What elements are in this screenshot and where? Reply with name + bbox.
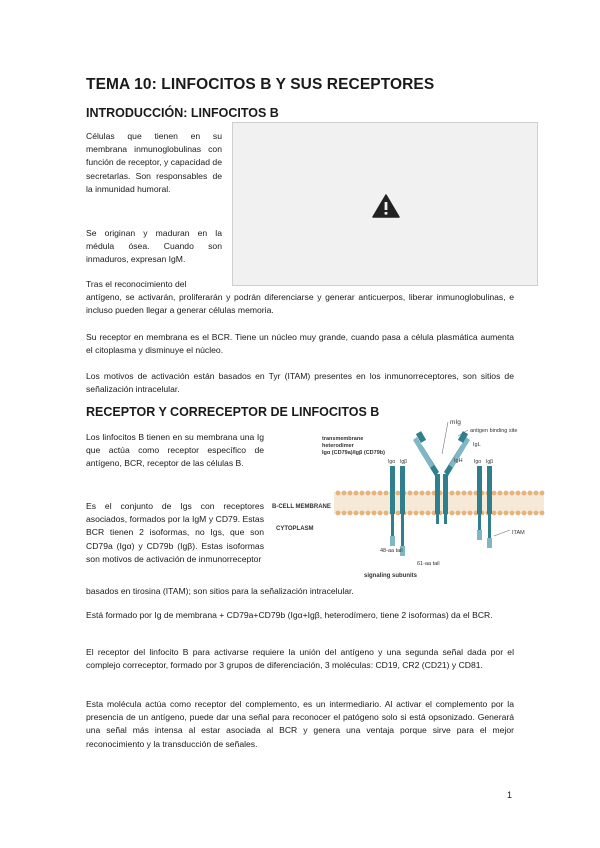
bcr-diagram <box>272 418 546 584</box>
section-heading-intro: INTRODUCCIÓN: LINFOCITOS B <box>86 106 279 120</box>
intro-paragraph-2: Se originan y maduran en la médula ósea. Cuando son inmaduros, expresan IgM. <box>86 228 222 265</box>
igh-label: IgH <box>454 458 463 464</box>
membrane-label: B-CELL MEMBRANE <box>272 504 331 510</box>
antigen-site-label: antigen binding site <box>470 428 518 434</box>
receptor-paragraph-5: Esta molécula actúa como receptor del complemento, es un intermediario. Al activar el complemento por la presencia de un antígeno, puede dar una señal para reconocer el patógeno solo si está opsonizado. Generará una señal más intensa al estar asociada al BCR y genera una ventaja porque sirve para el mejor reconocimiento y la transducción de señales. <box>86 699 514 749</box>
tail-61-label: 61-aa tail <box>417 561 440 567</box>
iga-right-label: Igα <box>474 459 482 465</box>
intro-paragraph-5: Los motivos de activación están basados en Tyr (ITAM) presentes en los inmunorreceptores, son sitios de señalización intracelular. <box>86 371 514 395</box>
iga-left-label: Igα <box>388 459 396 465</box>
intro-paragraph-4: Su receptor en membrana es el BCR. Tiene un núcleo muy grande, cuando pasa a célula plasmática aumenta el citoplasma y disminuye el núcleo. <box>86 332 514 356</box>
receptor-paragraph-2: Es el conjunto de Igs con receptores asociados, formados por la IgM y CD79. Estas BCR tienen 2 isoformas, no Igs, que son CD79a (Igα) y CD79b (Igβ). Estas isoformas son motivos de activación de inmunorreceptor <box>86 501 264 564</box>
page-number: 1 <box>507 790 513 800</box>
igb-right-label: Igβ <box>486 459 494 465</box>
receptor-paragraph-1: Los linfocitos B tienen en su membrana una Ig que actúa como receptor específico de antígeno, BCR, receptor de las células B. <box>86 432 264 469</box>
cytoplasm-label: CYTOPLASM <box>276 526 314 532</box>
tail-48-label: 48-aa tail <box>380 548 403 554</box>
receptor-paragraph-3: Está formado por Ig de membrana + CD79a+CD79b (Igα+Igβ, heterodímero, tiene 2 isoformas) da el BCR. <box>86 610 493 620</box>
warning-icon <box>372 194 400 218</box>
itam-label: ITAM <box>512 530 525 536</box>
page-title: TEMA 10: LINFOCITOS B Y SUS RECEPTORES <box>86 76 435 93</box>
intro-paragraph-1: Células que tienen en su membrana inmunoglobulinas con función de receptor, y capacidad de secretarlas. Son responsables de la inmunidad humoral. <box>86 131 222 194</box>
receptor-paragraph-4: El receptor del linfocito B para activarse requiere la unión del antígeno y una segunda señal dada por el complejo correceptor, formado por 3 grupos de diferenciación, 3 moléculas: CD19, CR2 (CD21) y CD81. <box>86 647 514 671</box>
intro-paragraph-3-first-line: Tras el reconocimiento del <box>86 279 187 289</box>
heterodimer-label-2: heterodimer <box>322 443 354 449</box>
igl-label: IgL <box>473 442 481 448</box>
heterodimer-label-1: transmembrane <box>322 436 364 442</box>
igb-left-label: Igβ <box>400 459 408 465</box>
receptor-paragraph-2-end: basados en tirosina (ITAM); son sitios para la señalización intracelular. <box>86 586 354 596</box>
mig-label: mIg <box>450 419 461 426</box>
heterodimer-label-3: Igα (CD79a)/Igβ (CD79b) <box>322 450 385 456</box>
intro-paragraph-3-rest: antígeno, se activarán, proliferarán y podrán diferenciarse y generar anticuerpos, liberar inmunoglobulinas, e incluso pueden llegar a generar células memoria. <box>86 292 514 316</box>
section-heading-receptor: RECEPTOR Y CORRECEPTOR DE LINFOCITOS B <box>86 405 380 419</box>
signaling-subunits-label: signaling subunits <box>364 573 418 579</box>
missing-image-placeholder <box>232 122 538 286</box>
